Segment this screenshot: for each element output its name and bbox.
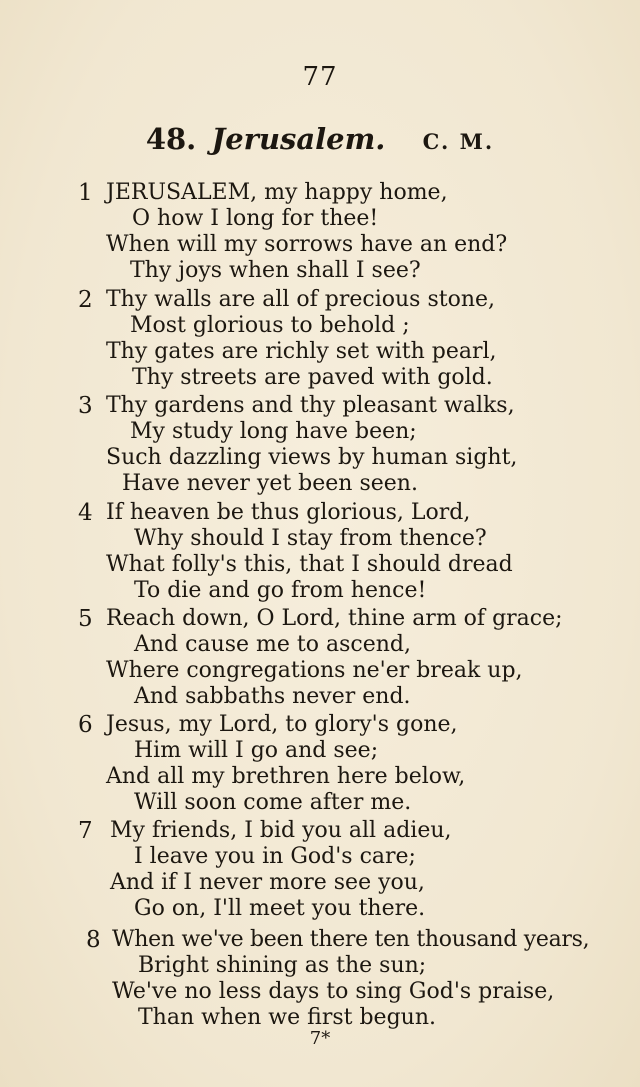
verse-line: Jesus, my Lord, to glory's gone, xyxy=(106,712,458,737)
stanza-number: 8 xyxy=(86,927,101,953)
verse-line: When we've been there ten thousand years, xyxy=(112,927,590,952)
verse-line: Have never yet been seen. xyxy=(122,471,418,496)
verse-line: What folly's this, that I should dread xyxy=(106,552,513,577)
verse-line: Bright shining as the sun; xyxy=(138,953,427,978)
stanza-number: 3 xyxy=(78,393,93,419)
verse-line: Most glorious to behold ; xyxy=(130,313,410,338)
verse-line: I leave you in God's care; xyxy=(134,844,416,869)
verse-line: If heaven be thus glorious, Lord, xyxy=(106,500,471,525)
hymn-title: Jerusalem. xyxy=(211,122,386,156)
verse-line: Why should I stay from thence? xyxy=(134,526,487,551)
verse-line: To die and go from hence! xyxy=(134,578,427,603)
stanza-number: 1 xyxy=(78,180,93,206)
stanza-number: 6 xyxy=(78,712,93,738)
page-number: 77 xyxy=(302,62,338,92)
verse-line: Than when we first begun. xyxy=(138,1005,436,1030)
verse-line: Thy gates are richly set with pearl, xyxy=(106,339,497,364)
verse-line: And cause me to ascend, xyxy=(134,632,411,657)
stanza-number: 7 xyxy=(78,818,93,844)
verse-line: Such dazzling views by human sight, xyxy=(106,445,518,470)
stanza-number: 2 xyxy=(78,287,93,313)
verse-line: Will soon come after me. xyxy=(134,790,412,815)
verse-line: We've no less days to sing God's praise, xyxy=(112,979,555,1004)
verse-line: Him will I go and see; xyxy=(134,738,379,763)
stanza-number: 5 xyxy=(78,606,93,632)
hymn-heading xyxy=(0,122,640,156)
hymn-number: 48. xyxy=(145,122,197,156)
verse-line: My study long have been; xyxy=(130,419,417,444)
verse-line: And if I never more see you, xyxy=(110,870,425,895)
verse-line: And sabbaths never end. xyxy=(134,684,411,709)
verse-line: Go on, I'll meet you there. xyxy=(134,896,426,921)
stanza-number: 4 xyxy=(78,500,93,526)
verse-line: My friends, I bid you all adieu, xyxy=(110,818,452,843)
verse-line: Thy joys when shall I see? xyxy=(130,258,421,283)
verse-line: When will my sorrows have an end? xyxy=(106,232,508,257)
signature-mark: 7* xyxy=(309,1028,331,1049)
verse-line: And all my brethren here below, xyxy=(106,764,466,789)
hymn-meter: C. M. xyxy=(422,129,495,154)
verse-line: Where congregations ne'er break up, xyxy=(106,658,523,683)
verse-line: Thy walls are all of precious stone, xyxy=(106,287,496,312)
verse-line: O how I long for thee! xyxy=(132,206,379,231)
verse-line: Thy gardens and thy pleasant walks, xyxy=(106,393,515,418)
verse-line: JERUSALEM, my happy home, xyxy=(106,180,448,205)
verse-line: Reach down, O Lord, thine arm of grace; xyxy=(106,606,563,631)
verse-line: Thy streets are paved with gold. xyxy=(132,365,493,390)
